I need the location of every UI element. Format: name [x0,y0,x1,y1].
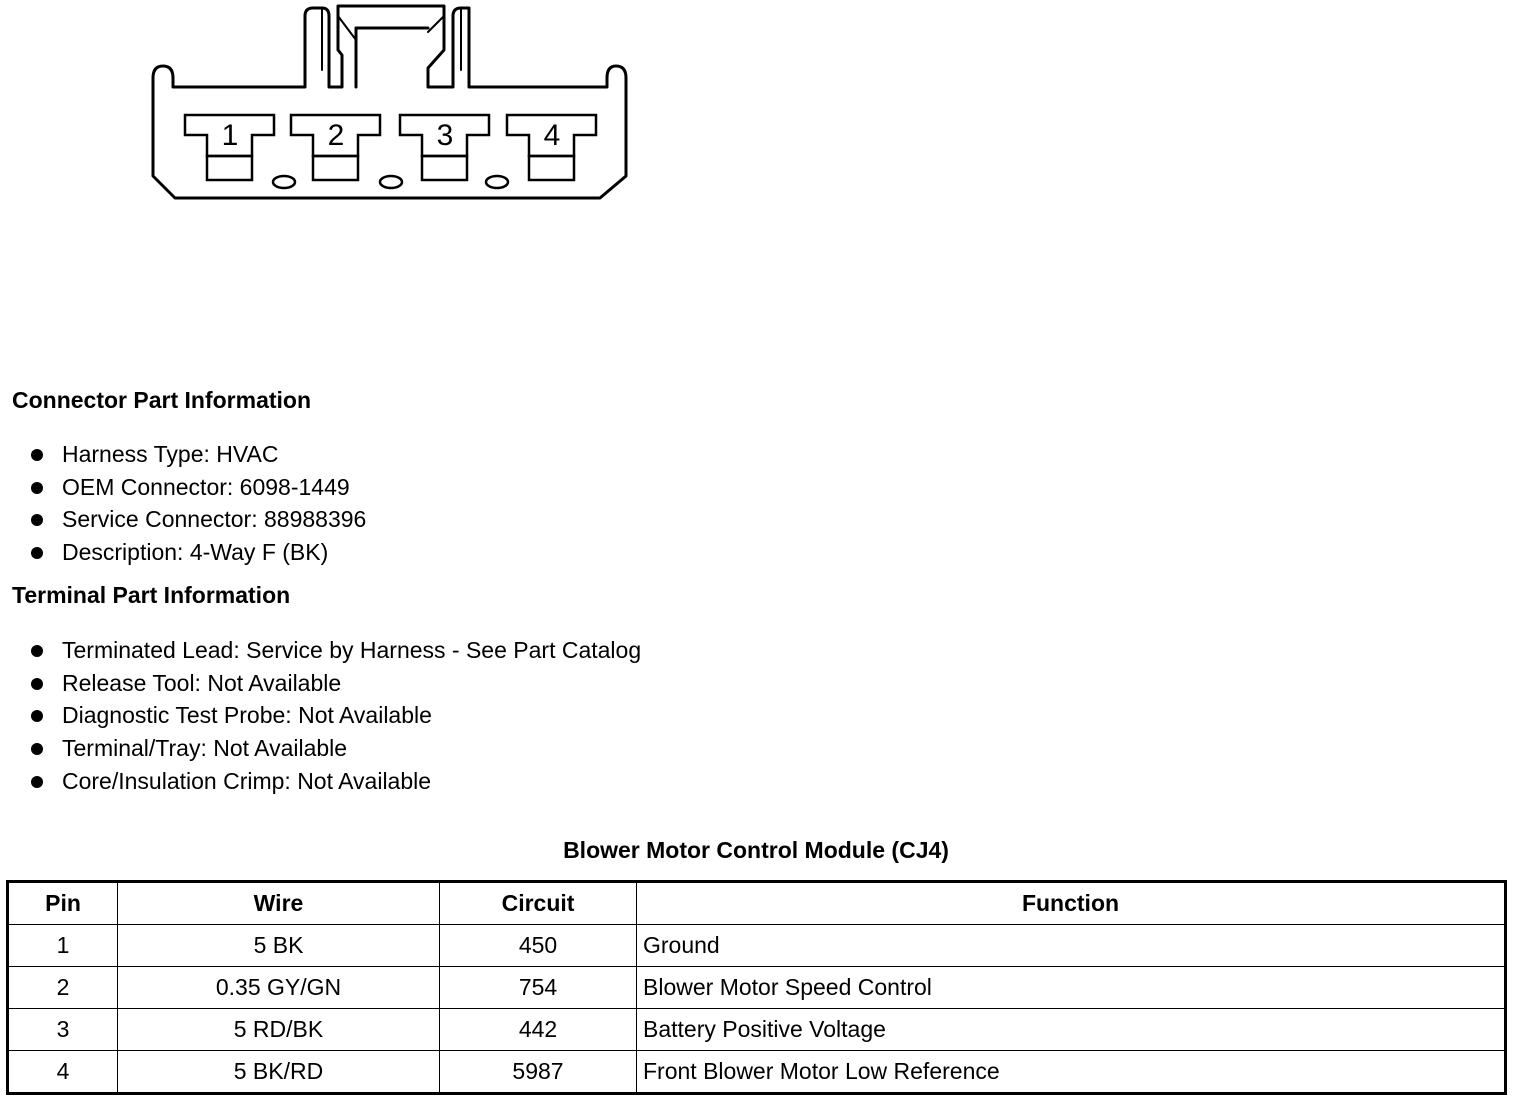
terminal-contact [313,156,358,180]
cell-pin: 4 [8,1051,118,1094]
bullet-icon [31,449,43,461]
col-header-wire: Wire [118,882,440,925]
cell-function: Battery Positive Voltage [637,1009,1506,1051]
cell-function: Blower Motor Speed Control [637,967,1506,1009]
bullet-icon [31,645,43,657]
connector-info-item [28,505,366,538]
connector-face-diagram [0,0,700,220]
bullet-icon [31,710,43,722]
pin-table [6,880,1507,1095]
keying-hole [486,176,508,188]
cell-circuit: 442 [440,1009,637,1051]
connector-info-item-text: Service Connector: 88988396 [62,506,367,533]
cell-wire: 5 RD/BK [118,1009,440,1051]
terminal-contact [422,156,467,180]
connector-info-item [28,440,366,473]
bullet-icon [31,482,43,494]
cell-pin: 2 [8,967,118,1009]
connector-info-item-text: Description: 4-Way F (BK) [62,539,329,566]
cell-circuit: 5987 [440,1051,637,1094]
connector-info-item [28,473,366,506]
table-row [8,925,1506,967]
terminal-info-heading: Terminal Part Information [12,582,291,608]
table-header-row [8,882,1506,925]
col-header-pin: Pin [8,882,118,925]
bullet-icon [31,514,43,526]
col-header-function: Function [637,882,1506,925]
col-header-circuit: Circuit [440,882,637,925]
cell-pin: 3 [8,1009,118,1051]
terminal-info-item [28,767,641,800]
terminal-info-item [28,701,641,734]
cell-circuit: 450 [440,925,637,967]
terminal-info-item-text: Terminal/Tray: Not Available [62,735,348,762]
pin-number-label: 1 [221,119,239,152]
connector-info-item-text: Harness Type: HVAC [62,441,279,467]
terminal-info-item-text: Release Tool: Not Available [62,669,342,696]
keying-hole [380,176,402,188]
bullet-icon [31,776,43,788]
terminal-info-list [28,636,641,799]
connector-info-item-text: OEM Connector: 6098-1449 [62,473,350,500]
pin-number-label: 2 [327,119,345,152]
cell-pin: 1 [8,925,118,967]
terminal-info-item-text: Diagnostic Test Probe: Not Available [62,702,432,729]
terminal-contact [207,156,252,180]
terminal-info-item [28,734,641,767]
cell-circuit: 754 [440,967,637,1009]
terminal-info-item [28,636,641,669]
cell-function: Ground [637,925,1506,967]
terminal-contact [529,156,574,180]
connector-info-item [28,538,366,571]
pin-number-label: 4 [543,119,561,152]
keying-hole [273,176,295,188]
cell-wire: 5 BK [118,925,440,967]
cell-function: Front Blower Motor Low Reference [637,1051,1506,1094]
bullet-icon [31,547,43,559]
bullet-icon [31,743,43,755]
connector-latch-detail [356,28,428,87]
connector-info-heading: Connector Part Information [12,387,312,413]
connector-housing-outline [153,6,626,198]
table-row [8,1009,1506,1051]
table-title: Blower Motor Control Module (CJ4) [563,837,949,863]
cell-wire: 0.35 GY/GN [118,967,440,1009]
terminal-info-item [28,669,641,702]
bullet-icon [31,678,43,690]
pin-number-label: 3 [436,119,454,152]
table-row [8,1051,1506,1094]
connector-info-list [28,440,366,571]
terminal-info-item-text: Core/Insulation Crimp: Not Available [62,767,432,794]
terminal-info-item-text: Terminated Lead: Service by Harness - See Part Catalog [62,637,642,663]
cell-wire: 5 BK/RD [118,1051,440,1094]
table-row [8,967,1506,1009]
